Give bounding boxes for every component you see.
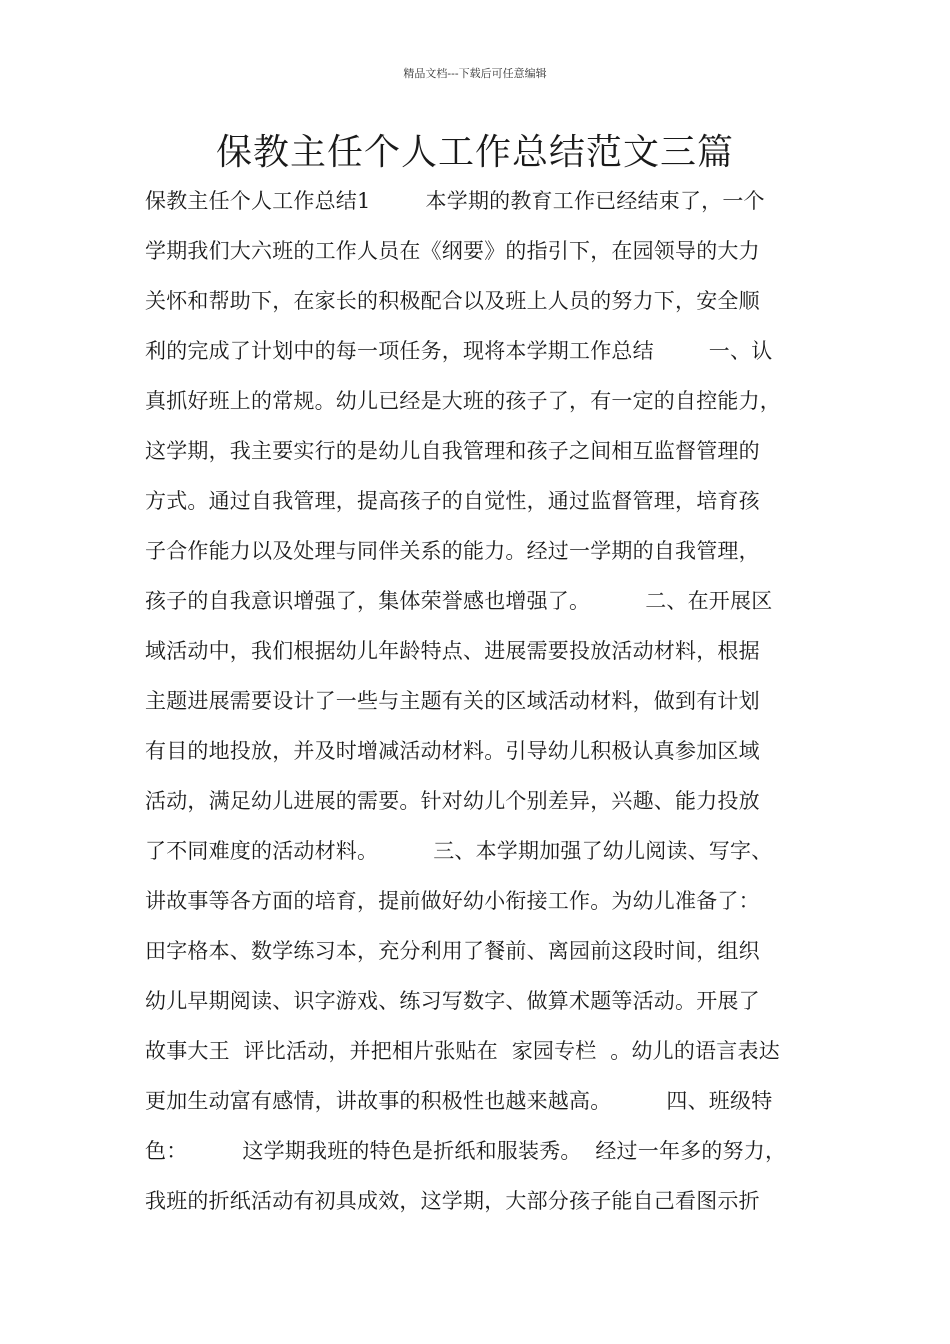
body-line: 子合作能力以及处理与同伴关系的能力。经过一学期的自我管理，: [145, 539, 760, 563]
body-line: 色： 这学期我班的特色是折纸和服装秀。 经过一年多的努力，: [145, 1139, 787, 1163]
body-line: 更加生动富有感情，讲故事的积极性也越来越高。 四、班级特: [145, 1089, 773, 1113]
body-line: 利的完成了计划中的每一项任务，现将本学期工作总结 一、认: [145, 339, 773, 363]
body-line: 这学期，我主要实行的是幼儿自我管理和孩子之间相互监督管理的: [145, 439, 760, 463]
body-line: 有目的地投放，并及时增减活动材料。引导幼儿积极认真参加区域: [145, 739, 760, 763]
body-line: 关怀和帮助下，在家长的积极配合以及班上人员的努力下，安全顺: [145, 289, 760, 313]
body-line: 田字格本、数学练习本，充分利用了餐前、离园前这段时间，组织: [145, 939, 760, 963]
page-header: 精品文档---下载后可任意编辑: [403, 67, 547, 80]
body-line: 故事大王 评比活动，并把相片张贴在 家园专栏 。幼儿的语言表达: [145, 1039, 780, 1063]
body-line: 活动，满足幼儿进展的需要。针对幼儿个别差异，兴趣、能力投放: [145, 789, 760, 813]
body-line: 方式。通过自我管理，提高孩子的自觉性，通过监督管理，培育孩: [145, 489, 760, 513]
body-line: 保教主任个人工作总结1 本学期的教育工作已经结束了，一个: [145, 189, 765, 213]
body-line: 学期我们大六班的工作人员在《纲要》的指引下，在园领导的大力: [145, 239, 760, 263]
body-line: 了不同难度的活动材料。 三、本学期加强了幼儿阅读、写字、: [145, 839, 773, 863]
body-line: 真抓好班上的常规。幼儿已经是大班的孩子了，有一定的自控能力，: [145, 389, 781, 413]
body-line: 域活动中，我们根据幼儿年龄特点、进展需要投放活动材料，根据: [145, 639, 760, 663]
body-line: 我班的折纸活动有初具成效，这学期，大部分孩子能自己看图示折: [145, 1189, 760, 1213]
document-title: 保教主任个人工作总结范文三篇: [215, 132, 734, 173]
document-body: [145, 178, 835, 1228]
body-line: 孩子的自我意识增强了，集体荣誉感也增强了。 二、在开展区: [145, 589, 773, 613]
body-line: 幼儿早期阅读、识字游戏、练习写数字、做算术题等活动。开展了: [145, 989, 760, 1013]
body-line: 主题进展需要设计了一些与主题有关的区域活动材料，做到有计划: [145, 689, 760, 713]
body-line: 讲故事等各方面的培育，提前做好幼小衔接工作。为幼儿准备了：: [145, 889, 760, 913]
